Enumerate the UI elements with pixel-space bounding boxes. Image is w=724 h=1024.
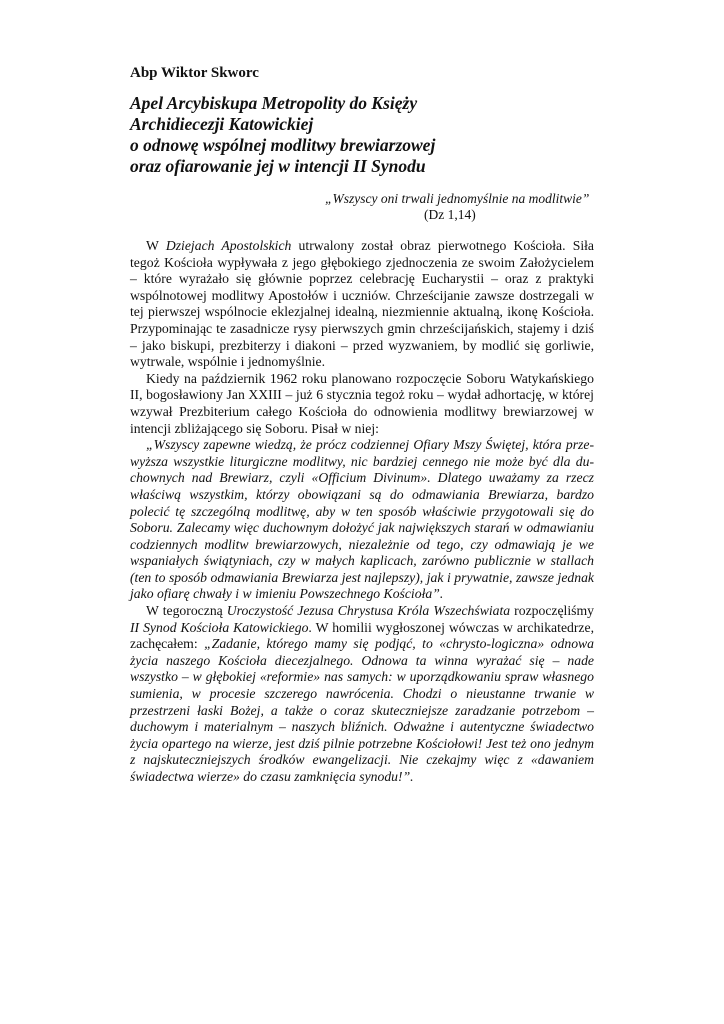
motto-quote: „Wszyscy oni trwali jednomyślnie na modlitwie” [325,191,590,206]
title-line: o odnowę wspólnej modlitwy brewiarzowej [130,135,436,155]
text-run: W tegoroczną [146,603,227,619]
paragraph: Kiedy na październik 1962 roku planowano rozpoczęcie Soboru Watykańskiego II, bogosławiony Jan XXIII – już 6 stycznia tegoż roku – wydał adhortację, w której wzywał Prezbiterium całego Kościoła do odnowienia modlitwy brewiarzowej w intencji zbliżającego się Soboru. Pisał w niej: [130,370,594,436]
text-run: utrwalony został obraz pierwotnego Kościoła. Siła tegoż Kościoła wypływała z jego głębokiego zjednoczenia ze swoim Założycielem – które wyrażało się głównie poprzez celebrację Eucharystii – oraz z praktyki wspólnotowej modlitwy Apostołów i uczniów. Chrześcijanie zawsze dostrzegali w tej pierwszej wspólnocie eklezjalnej idealną, niezmiennie aktualną, ikonę Kościoła. Przypominając te zasadnicze rysy pierwszych gmin chrześcijańskich, stajemy i dziś – jako biskupi, prezbiterzy i diakoni – przed wyzwaniem, by modlić się gorliwie, wytrwale, wspólnie i jednomyślnie. [130,238,595,370]
italic-text: II Synod Kościoła Katowickiego [130,619,309,635]
italic-text: Dziejach Apostolskich [165,238,292,253]
motto-reference: (Dz 1,14) [424,207,476,222]
italic-quote: „Zadanie, którego mamy się podjąć, to «chrysto-logiczna» odnowa życia naszego Kościoła diecezjalnego. Odnowa ta winna wyrażać się – nade wszystko – w głębokiej «reformie» nas samych: w uporządkowaniu spraw własnego sumienia, w procesie szczerego nawrócenia. Chodzi o nieustanne trwanie w przestrzeni łaski Bożej, a także o coraz skuteczniejsze zaradzanie potrzebom – duchowym i materialnym – naszych bliźnich. Odważne i autentyczne świadectwo życia opartego na wierze, jest dziś pilnie potrzebne Kościołowi! Jest też ono jednym z najskuteczniejszych środków ewangelizacji. Nie czekajmy więc z «dawaniem świadectwa wierze» do czasu zamknięcia synodu!”. [130,636,595,784]
title-line: Archidiecezji Katowickiej [130,114,314,134]
text-run: rozpoczęliśmy [510,603,594,619]
paragraph [130,238,594,371]
quoted-paragraph: „Wszyscy zapewne wiedzą, że prócz codziennej Ofiary Mszy Świętej, która przewyższa wszystkie liturgiczne modlitwy, nic bardziej cennego nie może być dla duchownych nad Brewiarz, czyli «Officium Divinum». Dlatego uważamy za rzecz właściwą wszystkim, którzy obowiązani są do odmawiania Brewiarza, bardzo polecić tę szczególną modlitwę, aby w ten sposób właściwie przygotowali się do Soboru. Zalecamy więc duchownym dołożyć jak największych starań w odmawianiu codziennych modlitw brewiarzowych, niezależnie od tego, czy odmawiają je we wspaniałych świątyniach, czy w małych kaplicach, zarówno publicznie w stallach (ten to sposób odmawiania Brewiarza jest najlepszy), jak i prywatnie, zawsze jednak jako ofiarę chwały i w imieniu Powszechnego Kościoła”. [130,437,594,602]
document-body [130,238,594,786]
text-run: . W homilii wygłoszonej wówczas w archikatedrze, zachęcałem: [130,619,594,652]
document-title [130,93,594,177]
document-page [130,64,594,786]
title-line: Apel Arcybiskupa Metropolity do Księży [130,93,418,113]
italic-text: Uroczystość Jezusa Chrystusa Króla Wszechświata [226,603,511,619]
author-name: Abp Wiktor Skworc [130,65,259,81]
paragraph [130,603,594,786]
title-line: oraz ofiarowanie jej w intencji II Synodu [130,156,426,176]
text-run: W [146,238,166,253]
